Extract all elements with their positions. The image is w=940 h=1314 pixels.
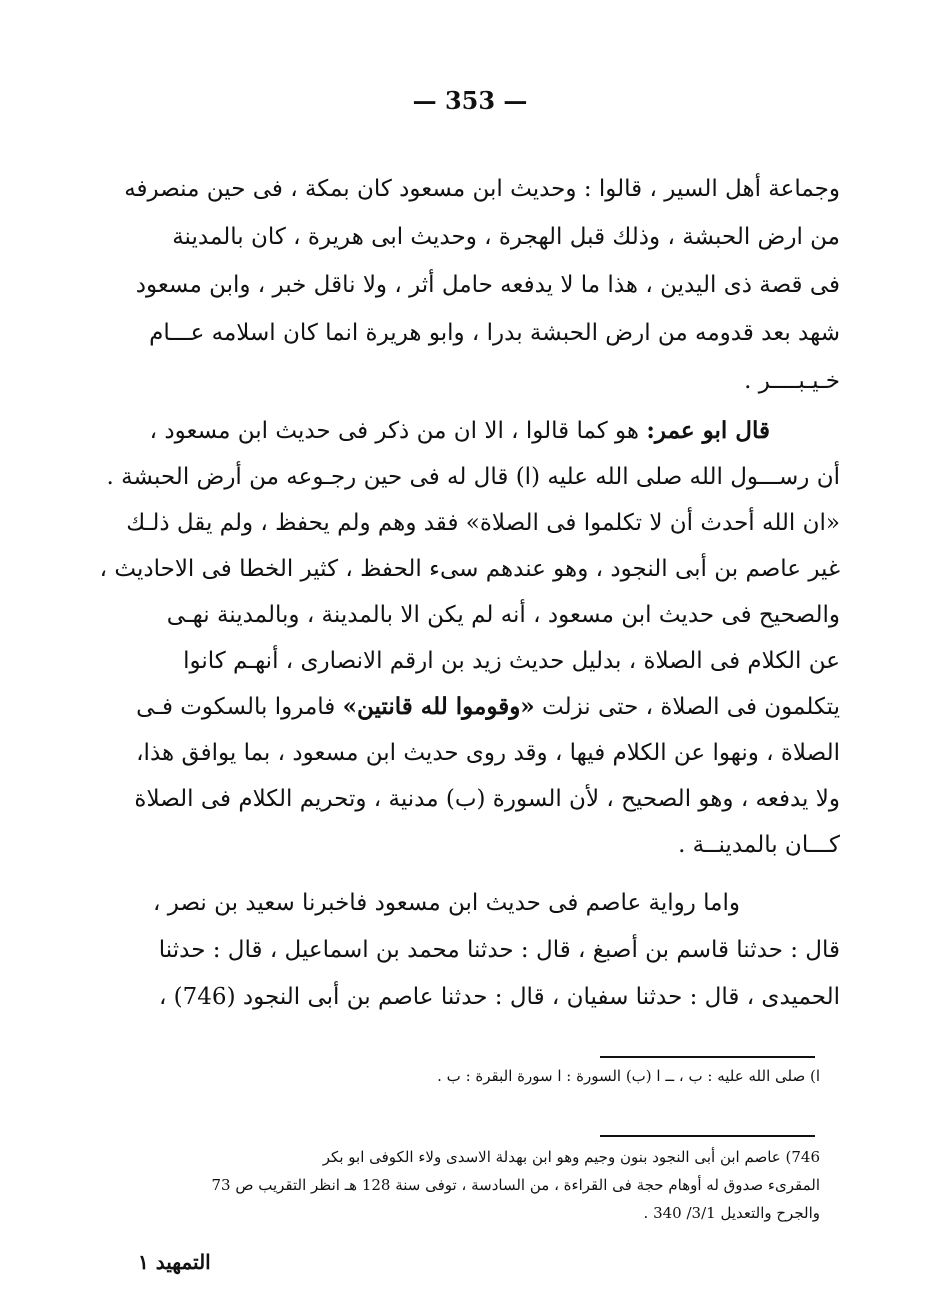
text-line: أن رســـول الله صلى الله عليه (ا) قال له فى حين رجـوعه من أرض الحبشة . (106, 464, 840, 490)
quran-verse: «وقوموا لله قانتين» (342, 693, 535, 720)
footnote-line: ا) صلى الله عليه : ب ، ــ ا (ب) السورة : ا سورة البقرة : ب . (437, 1067, 820, 1085)
text-span: هو كما قالوا ، الا ان من ذكر فى حديث ابن مسعود ، (149, 418, 647, 444)
text-line: خـيـبــــر . (744, 368, 840, 394)
text-line: فى قصة ذى اليدين ، هذا ما لا يدفعه حامل أثر ، ولا ناقل خبر ، وابن مسعود (135, 272, 840, 298)
text-line (136, 684, 840, 730)
footnote-biography (120, 1143, 820, 1227)
paragraph-3 (153, 880, 840, 1021)
page-number: — 353 — (412, 86, 528, 115)
text-line: شهد بعد قدومه من ارض الحبشة بدرا ، وابو هريرة انما كان اسلامه عـــام (149, 320, 840, 346)
book-signature: التمهيد ١ (138, 1250, 211, 1274)
text-line: والصحيح فى حديث ابن مسعود ، أنه لم يكن الا بالمدينة ، وبالمدينة نهـى (166, 602, 840, 628)
text-line: كـــان بالمدينــة . (678, 832, 840, 858)
text-line: واما رواية عاصم فى حديث ابن مسعود فاخبرنا سعيد بن نصر ، (153, 890, 740, 916)
text-line: الصلاة ، ونهوا عن الكلام فيها ، وقد روى حديث ابن مسعود ، بما يوافق هذا، (136, 740, 840, 766)
text-line: وجماعة أهل السير ، قالوا : وحديث ابن مسعود كان بمكة ، فى حين منصرفه (124, 176, 840, 202)
footnote-variants (120, 1062, 820, 1090)
text-line: قال : حدثنا قاسم بن أصبغ ، قال : حدثنا محمد بن اسماعيل ، قال : حدثنا (158, 937, 840, 963)
text-line: غير عاصم بن أبى النجود ، وهو عندهم سىء الحفظ ، كثير الخطا فى الاحاديث ، (99, 556, 840, 582)
footnote-divider (600, 1056, 815, 1058)
paragraph-1 (124, 165, 840, 405)
text-line: عن الكلام فى الصلاة ، بدليل حديث زيد بن ارقم الانصارى ، أنهـم كانوا (183, 648, 840, 674)
speaker-label: قال ابو عمر: (646, 417, 770, 444)
footnote-divider (600, 1135, 815, 1137)
text-line: الحميدى ، قال : حدثنا سفيان ، قال : حدثنا عاصم بن أبى النجود (746) ، (158, 984, 840, 1010)
paragraph-2 (99, 408, 840, 868)
text-line: من ارض الحبشة ، وذلك قبل الهجرة ، وحديث ابى هريرة ، كان بالمدينة (172, 224, 840, 250)
text-span: فامروا بالسكوت فـى (136, 694, 343, 720)
footnote-line: المقرىء صدوق له أوهام حجة فى القراءة ، من السادسة ، توفى سنة 128 هـ انظر التقريب ص 73 (211, 1176, 820, 1194)
footnote-line: 746) عاصم ابن أبى النجود بنون وجيم وهو ابن بهدلة الاسدى ولاء الكوفى ابو بكر (322, 1148, 820, 1166)
text-line: ولا يدفعه ، وهو الصحيح ، لأن السورة (ب) مدنية ، وتحريم الكلام فى الصلاة (134, 786, 840, 812)
footnote-line: والجرح والتعديل 3/1/ 340 . (643, 1204, 820, 1222)
text-span: يتكلمون فى الصلاة ، حتى نزلت (534, 694, 840, 720)
text-line: «ان الله أحدث أن لا تكلموا فى الصلاة» فقد وهم ولم يحفظ ، ولم يقل ذلـك (126, 510, 840, 536)
text-line (149, 408, 840, 454)
